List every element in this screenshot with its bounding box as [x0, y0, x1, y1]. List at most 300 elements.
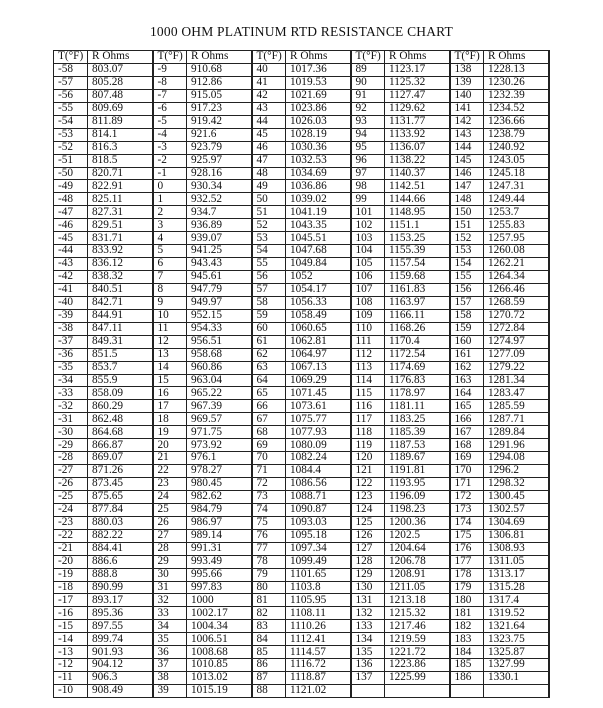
table-row	[54, 296, 549, 309]
ohms-cell: 1054.17	[286, 283, 351, 296]
ohms-cell: 877.84	[88, 503, 153, 516]
temp-cell: 134	[351, 633, 385, 646]
temp-cell: 23	[153, 478, 187, 491]
ohms-cell: 1302.57	[484, 503, 549, 516]
ohms-cell: 1052	[286, 271, 351, 284]
temp-cell: 125	[351, 516, 385, 529]
ohms-cell: 1168.26	[385, 322, 450, 335]
ohms-cell: 836.12	[88, 258, 153, 271]
ohms-cell: 1191.81	[385, 465, 450, 478]
temp-cell: 142	[450, 115, 484, 128]
ohms-cell: 1287.71	[484, 413, 549, 426]
ohms-cell: 1317.4	[484, 594, 549, 607]
temp-cell: 114	[351, 374, 385, 387]
ohms-cell: 1296.2	[484, 465, 549, 478]
temp-cell: 139	[450, 76, 484, 89]
temp-cell: -38	[54, 322, 88, 335]
ohms-cell: 901.93	[88, 646, 153, 659]
temp-cell: -13	[54, 646, 88, 659]
ohms-cell: 816.3	[88, 141, 153, 154]
ohms-cell: 1206.78	[385, 555, 450, 568]
table-row	[54, 141, 549, 154]
table-row	[54, 439, 549, 452]
temp-cell: 152	[450, 232, 484, 245]
temp-cell: 2	[153, 206, 187, 219]
temp-cell: 90	[351, 76, 385, 89]
ohms-cell: 936.89	[187, 219, 252, 232]
temp-cell: 172	[450, 490, 484, 503]
ohms-cell: 1277.09	[484, 348, 549, 361]
ohms-cell: 1101.65	[286, 568, 351, 581]
temp-cell: 148	[450, 193, 484, 206]
ohms-cell: 923.79	[187, 141, 252, 154]
temp-cell: 145	[450, 154, 484, 167]
temp-cell: -49	[54, 180, 88, 193]
temp-cell: 49	[252, 180, 286, 193]
temp-cell: 155	[450, 271, 484, 284]
table-row	[54, 620, 549, 633]
temp-cell: 178	[450, 568, 484, 581]
temp-cell: -17	[54, 594, 88, 607]
temp-cell: -21	[54, 542, 88, 555]
ohms-cell: 1304.69	[484, 516, 549, 529]
temp-cell: 75	[252, 516, 286, 529]
temp-cell: 38	[153, 672, 187, 685]
ohms-cell: 1260.08	[484, 245, 549, 258]
ohms-cell: 1015.19	[187, 685, 252, 698]
ohms-cell: 1264.34	[484, 271, 549, 284]
temp-cell: -5	[153, 115, 187, 128]
temp-cell: -29	[54, 439, 88, 452]
temp-cell: 8	[153, 283, 187, 296]
temp-cell: 111	[351, 335, 385, 348]
ohms-cell: 1219.59	[385, 633, 450, 646]
ohms-cell: 1116.72	[286, 659, 351, 672]
temp-cell: 83	[252, 620, 286, 633]
ohms-cell: 1129.62	[385, 102, 450, 115]
temp-cell: -37	[54, 335, 88, 348]
temp-cell: -11	[54, 672, 88, 685]
temp-cell: 85	[252, 646, 286, 659]
ohms-cell: 1213.18	[385, 594, 450, 607]
temp-cell: 27	[153, 529, 187, 542]
temp-cell: -53	[54, 128, 88, 141]
ohms-cell: 1196.09	[385, 490, 450, 503]
temp-cell: 98	[351, 180, 385, 193]
table-row	[54, 581, 549, 594]
temp-cell: 126	[351, 529, 385, 542]
ohms-cell: 943.43	[187, 258, 252, 271]
temp-cell: -19	[54, 568, 88, 581]
ohms-cell: 1142.51	[385, 180, 450, 193]
temp-cell: 96	[351, 154, 385, 167]
ohms-cell: 1174.69	[385, 361, 450, 374]
temp-cell: -54	[54, 115, 88, 128]
ohms-cell: 1183.25	[385, 413, 450, 426]
temp-cell: 44	[252, 115, 286, 128]
ohms-cell: 1298.32	[484, 478, 549, 491]
temp-cell: 57	[252, 283, 286, 296]
ohms-cell: 986.97	[187, 516, 252, 529]
ohms-cell: 1274.97	[484, 335, 549, 348]
ohms-cell: 1230.26	[484, 76, 549, 89]
temp-cell: 61	[252, 335, 286, 348]
temp-cell: -24	[54, 503, 88, 516]
temp-cell: 122	[351, 478, 385, 491]
ohms-cell: 862.48	[88, 413, 153, 426]
temp-cell: 164	[450, 387, 484, 400]
ohms-header: R Ohms	[88, 51, 153, 64]
temp-cell: 104	[351, 245, 385, 258]
ohms-cell: 1077.93	[286, 426, 351, 439]
temp-cell: 180	[450, 594, 484, 607]
table-row	[54, 245, 549, 258]
temp-cell: 15	[153, 374, 187, 387]
temp-cell: -40	[54, 296, 88, 309]
ohms-header: R Ohms	[484, 51, 549, 64]
temp-cell: 64	[252, 374, 286, 387]
temp-cell: -2	[153, 154, 187, 167]
ohms-cell: 851.5	[88, 348, 153, 361]
table-row	[54, 232, 549, 245]
ohms-cell: 1028.19	[286, 128, 351, 141]
ohms-cell: 1036.86	[286, 180, 351, 193]
temp-cell: 84	[252, 633, 286, 646]
ohms-cell: 1004.34	[187, 620, 252, 633]
ohms-cell: 1243.05	[484, 154, 549, 167]
temp-cell: 124	[351, 503, 385, 516]
ohms-cell: 1159.68	[385, 271, 450, 284]
temp-cell: -55	[54, 102, 88, 115]
ohms-cell: 1108.11	[286, 607, 351, 620]
temp-cell: 162	[450, 361, 484, 374]
ohms-cell: 1166.11	[385, 309, 450, 322]
ohms-cell: 899.74	[88, 633, 153, 646]
ohms-cell: 1232.39	[484, 89, 549, 102]
ohms-cell: 1084.4	[286, 465, 351, 478]
temp-cell: 147	[450, 180, 484, 193]
temp-cell: 117	[351, 413, 385, 426]
ohms-cell: 860.29	[88, 400, 153, 413]
temp-cell: 81	[252, 594, 286, 607]
temp-cell: 13	[153, 348, 187, 361]
ohms-cell: 822.91	[88, 180, 153, 193]
temp-cell: 144	[450, 141, 484, 154]
temp-cell: -42	[54, 271, 88, 284]
ohms-cell: 960.86	[187, 361, 252, 374]
temp-cell: 70	[252, 452, 286, 465]
temp-cell: 43	[252, 102, 286, 115]
ohms-cell: 1285.59	[484, 400, 549, 413]
temp-cell: 183	[450, 633, 484, 646]
ohms-cell: 945.61	[187, 271, 252, 284]
ohms-cell: 1043.35	[286, 219, 351, 232]
ohms-cell: 919.42	[187, 115, 252, 128]
temp-cell: 56	[252, 271, 286, 284]
ohms-cell: 1008.68	[187, 646, 252, 659]
temp-cell: 59	[252, 309, 286, 322]
ohms-cell: 1221.72	[385, 646, 450, 659]
ohms-cell: 1300.45	[484, 490, 549, 503]
table-row	[54, 594, 549, 607]
ohms-cell: 803.07	[88, 64, 153, 77]
ohms-cell: 1238.79	[484, 128, 549, 141]
temp-cell: 128	[351, 555, 385, 568]
temp-cell: 105	[351, 258, 385, 271]
temp-cell: 129	[351, 568, 385, 581]
temp-cell: 3	[153, 219, 187, 232]
table-row	[54, 361, 549, 374]
ohms-cell: 855.9	[88, 374, 153, 387]
table-row	[54, 374, 549, 387]
temp-cell: 157	[450, 296, 484, 309]
temp-cell: 29	[153, 555, 187, 568]
temp-cell: 140	[450, 89, 484, 102]
table-row	[54, 219, 549, 232]
temp-cell: 160	[450, 335, 484, 348]
temp-cell: -6	[153, 102, 187, 115]
temp-cell: -43	[54, 258, 88, 271]
temp-cell: 26	[153, 516, 187, 529]
temp-cell: 99	[351, 193, 385, 206]
ohms-cell: 880.03	[88, 516, 153, 529]
ohms-cell: 1283.47	[484, 387, 549, 400]
ohms-cell: 1172.54	[385, 348, 450, 361]
temp-cell: 17	[153, 400, 187, 413]
ohms-cell: 1223.86	[385, 659, 450, 672]
temp-cell: 12	[153, 335, 187, 348]
table-row	[54, 335, 549, 348]
ohms-cell: 831.71	[88, 232, 153, 245]
ohms-cell: 1181.11	[385, 400, 450, 413]
temp-cell: 63	[252, 361, 286, 374]
temp-cell: 154	[450, 258, 484, 271]
ohms-cell: 932.52	[187, 193, 252, 206]
temp-cell: 25	[153, 503, 187, 516]
ohms-cell: 1148.95	[385, 206, 450, 219]
ohms-cell: 809.69	[88, 102, 153, 115]
table-row	[54, 180, 549, 193]
temp-cell: -12	[54, 659, 88, 672]
temp-cell: 161	[450, 348, 484, 361]
ohms-cell: 1105.95	[286, 594, 351, 607]
ohms-cell: 1249.44	[484, 193, 549, 206]
temp-cell: 143	[450, 128, 484, 141]
ohms-cell: 888.8	[88, 568, 153, 581]
ohms-cell: 1268.59	[484, 296, 549, 309]
temp-cell: 36	[153, 646, 187, 659]
temp-cell: -32	[54, 400, 88, 413]
ohms-cell: 1198.23	[385, 503, 450, 516]
ohms-cell: 1133.92	[385, 128, 450, 141]
table-row	[54, 672, 549, 685]
ohms-cell: 1319.52	[484, 607, 549, 620]
temp-cell: 87	[252, 672, 286, 685]
ohms-cell: 1056.33	[286, 296, 351, 309]
temp-cell: 130	[351, 581, 385, 594]
temp-cell: 39	[153, 685, 187, 698]
ohms-cell: 811.89	[88, 115, 153, 128]
ohms-cell: 820.71	[88, 167, 153, 180]
ohms-cell: 1294.08	[484, 452, 549, 465]
ohms-cell: 1193.95	[385, 478, 450, 491]
temp-cell: 131	[351, 594, 385, 607]
temp-cell: -35	[54, 361, 88, 374]
temp-cell: 78	[252, 555, 286, 568]
table-row	[54, 555, 549, 568]
ohms-cell: 1123.17	[385, 64, 450, 77]
ohms-cell: 882.22	[88, 529, 153, 542]
temp-cell: 45	[252, 128, 286, 141]
temp-cell: 22	[153, 465, 187, 478]
temp-cell: 171	[450, 478, 484, 491]
temp-cell: -36	[54, 348, 88, 361]
ohms-cell	[385, 685, 450, 698]
temp-cell: 60	[252, 322, 286, 335]
temp-cell: -7	[153, 89, 187, 102]
ohms-cell: 833.92	[88, 245, 153, 258]
ohms-cell: 1064.97	[286, 348, 351, 361]
table-row	[54, 154, 549, 167]
temp-cell: -56	[54, 89, 88, 102]
ohms-cell: 1255.83	[484, 219, 549, 232]
ohms-cell: 1086.56	[286, 478, 351, 491]
temp-cell: 109	[351, 309, 385, 322]
temp-cell: -20	[54, 555, 88, 568]
ohms-cell: 1311.05	[484, 555, 549, 568]
ohms-cell: 1131.77	[385, 115, 450, 128]
temp-cell: 66	[252, 400, 286, 413]
temp-cell: 150	[450, 206, 484, 219]
temp-header: T(°F)	[153, 51, 187, 64]
ohms-cell: 1062.81	[286, 335, 351, 348]
temp-cell: 62	[252, 348, 286, 361]
temp-cell: -50	[54, 167, 88, 180]
ohms-cell: 952.15	[187, 309, 252, 322]
temp-cell: 19	[153, 426, 187, 439]
ohms-cell: 873.45	[88, 478, 153, 491]
temp-cell: 97	[351, 167, 385, 180]
ohms-cell: 912.86	[187, 76, 252, 89]
temp-cell: 33	[153, 607, 187, 620]
ohms-cell: 1245.18	[484, 167, 549, 180]
temp-cell: 32	[153, 594, 187, 607]
temp-cell: 35	[153, 633, 187, 646]
temp-cell: 185	[450, 659, 484, 672]
ohms-cell: 1030.36	[286, 141, 351, 154]
ohms-cell: 1125.32	[385, 76, 450, 89]
temp-cell: 80	[252, 581, 286, 594]
ohms-cell: 930.34	[187, 180, 252, 193]
temp-cell: -26	[54, 478, 88, 491]
ohms-cell: 1211.05	[385, 581, 450, 594]
ohms-cell: 1103.8	[286, 581, 351, 594]
ohms-cell: 1093.03	[286, 516, 351, 529]
ohms-cell: 1330.1	[484, 672, 549, 685]
temp-cell: 69	[252, 439, 286, 452]
table-row	[54, 258, 549, 271]
temp-cell: 89	[351, 64, 385, 77]
ohms-cell	[484, 685, 549, 698]
ohms-cell: 939.07	[187, 232, 252, 245]
table-row	[54, 503, 549, 516]
ohms-cell: 842.71	[88, 296, 153, 309]
temp-cell: 158	[450, 309, 484, 322]
ohms-cell: 893.17	[88, 594, 153, 607]
temp-cell: 77	[252, 542, 286, 555]
ohms-cell: 849.31	[88, 335, 153, 348]
ohms-cell: 1321.64	[484, 620, 549, 633]
temp-cell: -46	[54, 219, 88, 232]
ohms-cell: 976.1	[187, 452, 252, 465]
temp-cell: -16	[54, 607, 88, 620]
temp-cell: -45	[54, 232, 88, 245]
temp-cell: -34	[54, 374, 88, 387]
ohms-cell: 941.25	[187, 245, 252, 258]
temp-cell: 93	[351, 115, 385, 128]
temp-cell: 103	[351, 232, 385, 245]
ohms-cell: 1110.26	[286, 620, 351, 633]
ohms-cell: 915.05	[187, 89, 252, 102]
temp-cell: -33	[54, 387, 88, 400]
ohms-cell: 958.68	[187, 348, 252, 361]
table-row	[54, 128, 549, 141]
temp-cell: 127	[351, 542, 385, 555]
ohms-header: R Ohms	[286, 51, 351, 64]
ohms-cell: 1270.72	[484, 309, 549, 322]
table-row	[54, 102, 549, 115]
temp-cell: 54	[252, 245, 286, 258]
temp-cell: 7	[153, 271, 187, 284]
ohms-cell: 954.33	[187, 322, 252, 335]
temp-cell: -18	[54, 581, 88, 594]
table-row	[54, 465, 549, 478]
ohms-cell: 1075.77	[286, 413, 351, 426]
ohms-cell: 1090.87	[286, 503, 351, 516]
temp-cell: 76	[252, 529, 286, 542]
ohms-cell: 963.04	[187, 374, 252, 387]
table-row	[54, 206, 549, 219]
temp-cell: 173	[450, 503, 484, 516]
table-row	[54, 659, 549, 672]
ohms-cell: 1163.97	[385, 296, 450, 309]
temp-cell: 47	[252, 154, 286, 167]
temp-cell: 20	[153, 439, 187, 452]
ohms-cell: 980.45	[187, 478, 252, 491]
ohms-cell: 1185.39	[385, 426, 450, 439]
table-row	[54, 607, 549, 620]
temp-cell: 53	[252, 232, 286, 245]
temp-cell: -51	[54, 154, 88, 167]
table-row	[54, 478, 549, 491]
temp-cell: 177	[450, 555, 484, 568]
temp-cell: 136	[351, 659, 385, 672]
ohms-cell: 1279.22	[484, 361, 549, 374]
temp-cell: 107	[351, 283, 385, 296]
table-row	[54, 542, 549, 555]
ohms-header: R Ohms	[187, 51, 252, 64]
ohms-cell: 1140.37	[385, 167, 450, 180]
ohms-header: R Ohms	[385, 51, 450, 64]
ohms-cell: 847.11	[88, 322, 153, 335]
ohms-cell: 1308.93	[484, 542, 549, 555]
ohms-cell: 1013.02	[187, 672, 252, 685]
temp-cell: 168	[450, 439, 484, 452]
table-row	[54, 387, 549, 400]
temp-cell: 102	[351, 219, 385, 232]
temp-cell: 74	[252, 503, 286, 516]
temp-cell: -48	[54, 193, 88, 206]
